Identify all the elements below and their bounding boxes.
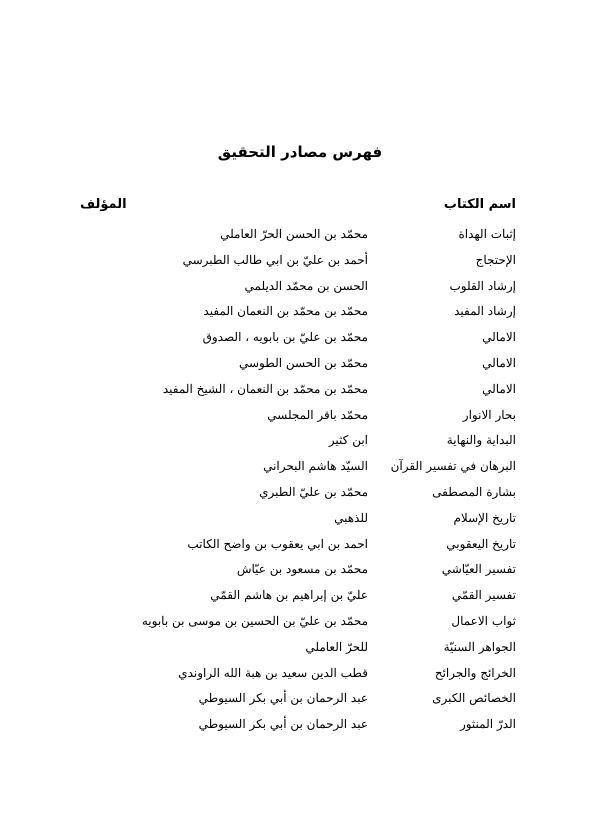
list-item bbox=[80, 407, 516, 433]
book-name: إرشاد المفيد bbox=[454, 304, 516, 319]
list-item bbox=[80, 665, 516, 691]
author-name: محمّد بن عليّ بن الحسين بن موسى بن بابويه bbox=[141, 613, 368, 628]
author-name: ابن كثير bbox=[328, 433, 368, 448]
book-name: الخصائص الكبرى bbox=[432, 691, 516, 706]
book-name: ثواب الاعمال bbox=[451, 613, 516, 628]
book-name: الدرّ المنثور bbox=[459, 717, 516, 732]
list-item bbox=[80, 536, 516, 562]
author-name: محمّد بن عليّ الطبري bbox=[259, 484, 368, 499]
book-name: الإحتجاج bbox=[475, 252, 516, 267]
author-name: محمّد بن عليّ بن بابويه ، الصدوق bbox=[202, 330, 368, 345]
book-name: الامالي bbox=[482, 330, 516, 345]
book-name: بحار الانوار bbox=[462, 407, 516, 422]
list-item bbox=[80, 381, 516, 407]
book-name: البرهان في تفسير القرآن bbox=[390, 459, 516, 474]
book-name: الامالي bbox=[482, 381, 516, 396]
list-item bbox=[80, 510, 516, 536]
list-item bbox=[80, 458, 516, 484]
book-name: بشارة المصطفى bbox=[432, 484, 516, 499]
author-name: محمّد بن محمّد بن النعمان ، الشيخ المفيد bbox=[162, 381, 368, 396]
author-name: محمّد بن الحسن الحرّ العاملي bbox=[220, 227, 368, 241]
book-name: الخرائج والجرائح bbox=[434, 665, 516, 680]
list-item bbox=[80, 278, 516, 304]
author-name: محمّد باقر المجلسي bbox=[267, 407, 368, 422]
author-name: عبد الرحمان بن أبي بكر السيوطي bbox=[198, 691, 368, 706]
author-name: عبد الرحمان بن أبي بكر السيوطي bbox=[198, 717, 368, 732]
book-name: تاريخ اليعقوبي bbox=[446, 536, 516, 551]
list-item bbox=[80, 432, 516, 458]
book-name: الجواهر السنيّة bbox=[443, 639, 516, 654]
book-name: تفسير القمّي bbox=[451, 588, 516, 603]
book-name: البداية والنهاية bbox=[446, 433, 516, 448]
list-item bbox=[80, 587, 516, 613]
book-name: إرشاد القلوب bbox=[449, 278, 516, 293]
author-name: محمّد بن محمّد بن النعمان المفيد bbox=[203, 304, 368, 319]
list-item bbox=[80, 716, 516, 742]
author-name: للحرّ العاملي bbox=[305, 639, 368, 654]
book-column-header: اسم الكتاب bbox=[443, 197, 516, 212]
list-item bbox=[80, 484, 516, 510]
list-item bbox=[80, 561, 516, 587]
list-item bbox=[80, 303, 516, 329]
author-name: قطب الدين سعيد بن هبة الله الراوندي bbox=[178, 665, 368, 680]
sources-list bbox=[80, 226, 516, 742]
author-name: محمّد بن الحسن الطوسي bbox=[239, 355, 368, 370]
list-item bbox=[80, 639, 516, 665]
list-item bbox=[80, 355, 516, 381]
author-name: احمد بن ابي يعقوب بن واضح الكاتب bbox=[187, 536, 368, 551]
column-headers bbox=[80, 197, 516, 217]
author-column-header: المؤلف bbox=[80, 197, 127, 212]
list-item bbox=[80, 329, 516, 355]
book-name: الامالي bbox=[482, 355, 516, 370]
book-name: تفسير العيّاشي bbox=[441, 562, 516, 577]
list-item bbox=[80, 690, 516, 716]
list-item bbox=[80, 252, 516, 278]
page-title: فهرس مصادر التحقيق bbox=[217, 143, 383, 161]
list-item bbox=[80, 226, 516, 252]
author-name: السيّد هاشم البحراني bbox=[263, 459, 368, 474]
author-name: الحسن بن محمّد الديلمي bbox=[244, 278, 368, 293]
list-item bbox=[80, 613, 516, 639]
author-name: محمّد بن مسعود بن عيّاش bbox=[236, 562, 368, 577]
author-name: عليّ بن إبراهيم بن هاشم القمّي bbox=[210, 588, 368, 603]
book-name: تاريخ الإسلام bbox=[453, 510, 516, 525]
author-name: أحمد بن عليّ بن ابي طالب الطبرسي bbox=[182, 252, 368, 267]
author-name: للذهبي bbox=[334, 510, 368, 525]
book-name: إثبات الهداة bbox=[458, 227, 516, 241]
